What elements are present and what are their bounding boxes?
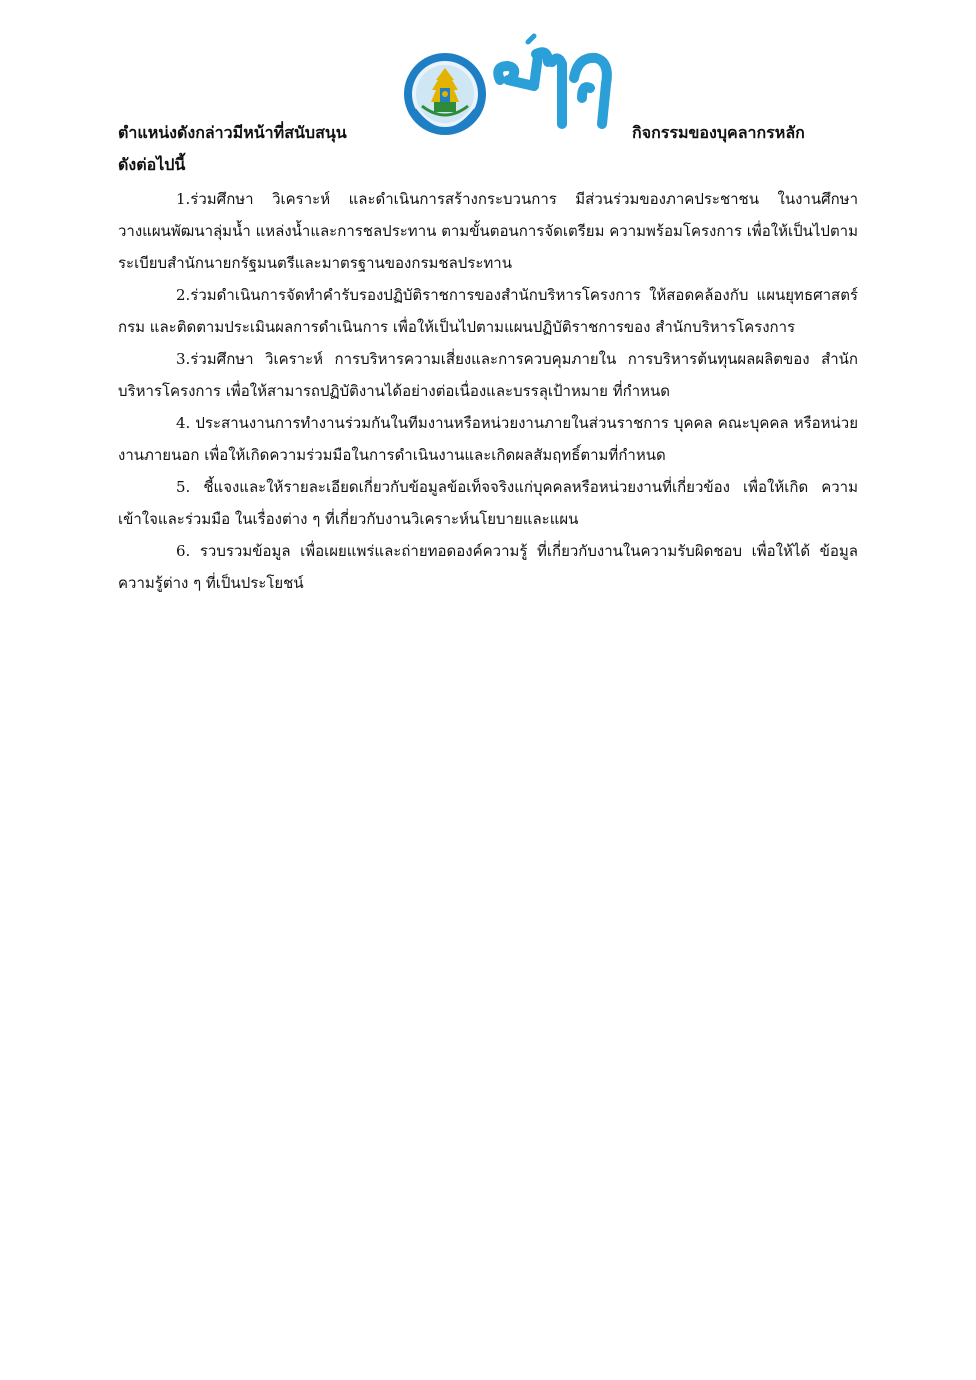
list-intro: ดังต่อไปนี้	[118, 155, 186, 174]
header-left-text: ตำแหน่งดังกล่าวมีหน้าที่สนับสนุน	[118, 123, 347, 142]
header-right-text: กิจกรรมของบุคลากรหลัก	[632, 123, 805, 142]
duty-paragraph: 2.ร่วมดำเนินการจัดทำคำรับรองปฏิบัติราชการของสำนักบริหารโครงการ ให้สอดคล้องกับ แผนยุทธศาสตร์กรม และติดตามประเมินผลการดำเนินการ เพื่อให้เป็นไปตามแผนปฏิบัติราชการของ สำนักบริหารโครงการ	[118, 286, 858, 336]
duty-paragraph: 1.ร่วมศึกษา วิเคราะห์ และดำเนินการสร้างกระบวนการ มีส่วนร่วมของภาคประชาชน ในงานศึกษา วางแผนพัฒนาลุ่มน้ำ แหล่งน้ำและการชลประทาน ตามขั้นตอนการจัดเตรียม ความพร้อมโครงการ เพื่อให้เป็นไปตามระเบียบสำนักนายกรัฐมนตรีและมาตรฐานของกรมชลประทาน	[118, 190, 858, 272]
duty-paragraph: 4. ประสานงานการทำงานร่วมกันในทีมงานหรือหน่วยงานภายในส่วนราชการ บุคคล คณะบุคคล หรือหน่วยงานภายนอก เพื่อให้เกิดความร่วมมือในการดำเนินงานและเกิดผลสัมฤทธิ์ตามที่กำหนด	[118, 414, 858, 464]
header-line	[118, 121, 858, 151]
duties-list	[118, 183, 858, 599]
duty-paragraph: 3.ร่วมศึกษา วิเคราะห์ การบริหารความเสี่ยงและการควบคุมภายใน การบริหารต้นทุนผลผลิตของ สำนักบริหารโครงการ เพื่อให้สามารถปฏิบัติงานได้อย่างต่อเนื่องและบรรลุเป้าหมาย ที่กำหนด	[118, 350, 858, 400]
duty-paragraph: 6. รวบรวมข้อมูล เพื่อเผยแพร่และถ่ายทอดองค์ความรู้ ที่เกี่ยวกับงานในความรับผิดชอบ เพื่อให้ได้ ข้อมูลความรู้ต่าง ๆ ที่เป็นประโยชน์	[118, 542, 858, 592]
duty-paragraph: 5. ชี้แจงและให้รายละเอียดเกี่ยวกับข้อมูลข้อเท็จจริงแก่บุคคลหรือหน่วยงานที่เกี่ยวข้อง เพื่อให้เกิด ความเข้าใจและร่วมมือ ในเรื่องต่าง ๆ ที่เกี่ยวกับงานวิเคราะห์นโยบายและแผน	[118, 478, 858, 528]
